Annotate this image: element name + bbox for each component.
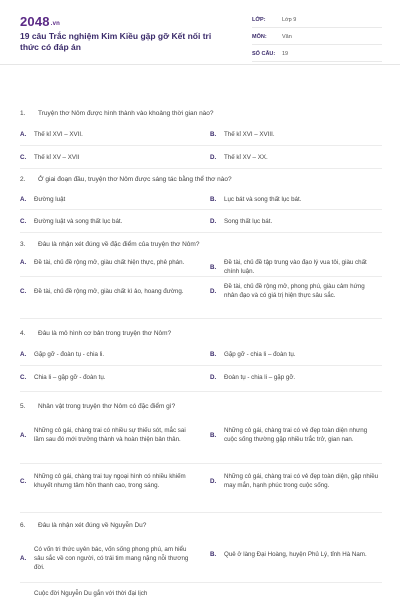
page-header bbox=[0, 0, 400, 65]
question-number: 6. bbox=[20, 522, 26, 529]
option-text: Có vốn tri thức uyên bác, vốn sống phong phú, am hiểu sâu sắc về con người, có trái tim mang nặng nỗi thương đời. bbox=[34, 546, 189, 571]
question-3 bbox=[20, 240, 382, 250]
question-number: 2. bbox=[20, 176, 26, 183]
option-5a[interactable] bbox=[20, 426, 190, 444]
option-1d[interactable] bbox=[210, 153, 380, 162]
meta-value: 19 bbox=[282, 51, 289, 57]
option-2c[interactable] bbox=[20, 217, 190, 226]
option-1a[interactable] bbox=[20, 130, 190, 139]
document-title: 19 câu Trắc nghiệm Kim Kiều gặp gỡ Kết nối tri thức có đáp án bbox=[20, 31, 212, 52]
option-letter: C. bbox=[20, 477, 27, 485]
option-text: Gặp gỡ - chia li – đoàn tụ. bbox=[224, 351, 296, 358]
question-text: Truyện thơ Nôm được hình thành vào khoảng thời gian nào? bbox=[38, 110, 214, 117]
option-5c[interactable] bbox=[20, 472, 190, 490]
option-text: Thế kỉ XVI – XVII. bbox=[34, 131, 83, 138]
option-text: Những cô gái, chàng trai có vẻ đẹp toàn diện nhưng cuộc sống thường gặp nhiều trắc trở, gian nan. bbox=[224, 427, 368, 443]
document-meta bbox=[252, 13, 382, 64]
option-letter: A. bbox=[20, 131, 27, 138]
site-logo[interactable] bbox=[20, 14, 60, 29]
meta-label: SỐ CÂU: bbox=[252, 51, 276, 57]
option-letter: B. bbox=[210, 263, 217, 271]
question-number: 5. bbox=[20, 403, 26, 410]
option-text: Những cô gái, chàng trai tuy ngoại hình có nhiều khiếm khuyết nhưng tâm hồn thanh cao, trong sáng. bbox=[34, 473, 186, 489]
option-text: Thế kỉ XV – XX. bbox=[224, 154, 268, 161]
question-divider bbox=[20, 232, 382, 233]
option-letter: B. bbox=[210, 196, 217, 203]
option-letter: C. bbox=[20, 374, 27, 381]
logo-suffix: .vn bbox=[50, 21, 61, 27]
option-text: Đề tài, chủ đề rộng mở, phong phú, giàu cảm hứng nhân đạo và có giá trị hiện thực sâu sắc. bbox=[224, 283, 365, 299]
meta-row-subject bbox=[252, 30, 382, 45]
option-3b[interactable] bbox=[210, 258, 380, 276]
option-text: Đường luật bbox=[34, 196, 66, 203]
question-6 bbox=[20, 521, 382, 531]
meta-label: LỚP: bbox=[252, 17, 266, 23]
option-2a[interactable] bbox=[20, 195, 190, 204]
option-divider bbox=[20, 145, 382, 146]
option-text: Song thất lục bát. bbox=[224, 218, 273, 225]
option-letter: A. bbox=[20, 351, 27, 358]
option-text: Đề tài, chủ đề rộng mở, giàu chất kì ảo, hoang đường. bbox=[34, 288, 184, 295]
question-number: 3. bbox=[20, 241, 26, 248]
question-number: 4. bbox=[20, 330, 26, 337]
option-letter: D. bbox=[210, 374, 217, 381]
option-2d[interactable] bbox=[210, 217, 380, 226]
option-divider bbox=[20, 365, 382, 366]
question-text: Đâu là mô hình cơ bản trong truyện thơ Nôm? bbox=[38, 330, 172, 337]
meta-label: MÔN: bbox=[252, 34, 267, 40]
option-letter: C. bbox=[20, 218, 27, 225]
question-divider bbox=[20, 168, 382, 169]
option-divider bbox=[20, 276, 382, 277]
question-text: Đâu là nhận xét đúng về đặc điểm của truyện thơ Nôm? bbox=[38, 241, 200, 248]
question-divider bbox=[20, 318, 382, 319]
option-letter: D. bbox=[210, 154, 217, 161]
option-text: Quê ở làng Đại Hoàng, huyện Phủ Lý, tỉnh Hà Nam. bbox=[224, 551, 367, 558]
question-divider bbox=[20, 391, 382, 392]
option-3d[interactable] bbox=[210, 282, 380, 300]
option-4b[interactable] bbox=[210, 350, 380, 359]
option-text: Cuộc đời Nguyễn Du gắn với thời đại lịch bbox=[34, 590, 148, 597]
option-letter: A. bbox=[20, 431, 27, 439]
option-text: Thế kỉ XVI – XVIII. bbox=[224, 131, 275, 138]
option-text: Đường luật và song thất lục bát. bbox=[34, 218, 123, 225]
option-text: Đoàn tụ - chia li – gặp gỡ. bbox=[224, 374, 296, 381]
option-1c[interactable] bbox=[20, 153, 190, 162]
question-5 bbox=[20, 402, 382, 412]
logo-text: 2048 bbox=[20, 14, 50, 29]
option-4a[interactable] bbox=[20, 350, 190, 359]
option-text: Lục bát và song thất lục bát. bbox=[224, 196, 302, 203]
question-text: Nhân vật trong truyện thơ Nôm có đặc điểm gì? bbox=[38, 403, 176, 410]
option-letter: D. bbox=[210, 287, 217, 295]
option-4d[interactable] bbox=[210, 373, 380, 382]
option-1b[interactable] bbox=[210, 130, 380, 139]
option-divider bbox=[20, 209, 382, 210]
option-text: Chia li – gặp gỡ - đoàn tụ. bbox=[34, 374, 106, 381]
option-letter: C. bbox=[20, 154, 27, 161]
option-letter: A. bbox=[20, 555, 27, 562]
question-1 bbox=[20, 109, 382, 119]
question-2-text bbox=[20, 175, 382, 185]
option-divider bbox=[20, 463, 382, 464]
question-number: 1. bbox=[20, 110, 26, 117]
question-text: Đâu là nhận xét đúng về Nguyễn Du? bbox=[38, 522, 147, 529]
option-letter: B. bbox=[210, 351, 217, 358]
question-text: Ở giai đoạn đầu, truyện thơ Nôm được sáng tác bằng thể thơ nào? bbox=[38, 176, 232, 183]
option-6c[interactable] bbox=[20, 589, 190, 598]
option-3c[interactable] bbox=[20, 287, 190, 296]
option-5b[interactable] bbox=[210, 426, 380, 444]
option-letter: B. bbox=[210, 431, 217, 439]
option-5d[interactable] bbox=[210, 472, 380, 490]
meta-value: Lớp 9 bbox=[282, 17, 297, 23]
option-4c[interactable] bbox=[20, 373, 190, 382]
option-text: Thế kỉ XV – XVII bbox=[34, 154, 80, 161]
option-text: Đề tài, chủ đề tập trung vào đạo lý vua tôi, giàu chất chính luận. bbox=[224, 259, 367, 275]
option-3a[interactable] bbox=[20, 258, 190, 267]
option-letter: A. bbox=[20, 259, 27, 266]
option-text: Những cô gái, chàng trai có nhiều sự thiếu sót, mắc sai lầm sau đó mới trưởng thành và hoàn thiện bản thân. bbox=[34, 427, 186, 443]
option-divider bbox=[20, 582, 382, 583]
meta-value: Văn bbox=[282, 34, 292, 40]
option-letter: C. bbox=[20, 288, 27, 295]
option-letter: B. bbox=[210, 131, 217, 138]
question-4 bbox=[20, 329, 382, 339]
option-text: Đề tài, chủ đề rộng mở, giàu chất hiện thực, phê phán. bbox=[34, 259, 185, 266]
option-letter: A. bbox=[20, 196, 27, 203]
option-letter: B. bbox=[210, 551, 217, 558]
option-text: Những cô gái, chàng trai có vẻ đẹp toàn diện, gặp nhiều may mắn, hạnh phúc trong cuộc sống. bbox=[224, 473, 379, 489]
option-6b[interactable] bbox=[210, 550, 380, 559]
option-text: Gặp gỡ - đoàn tụ - chia li. bbox=[34, 351, 105, 358]
option-6a[interactable] bbox=[20, 545, 190, 572]
option-2b[interactable] bbox=[210, 195, 380, 204]
meta-row-class bbox=[252, 13, 382, 28]
option-letter: D. bbox=[210, 477, 217, 485]
question-divider bbox=[20, 512, 382, 513]
meta-row-count bbox=[252, 47, 382, 62]
option-letter: D. bbox=[210, 218, 217, 225]
